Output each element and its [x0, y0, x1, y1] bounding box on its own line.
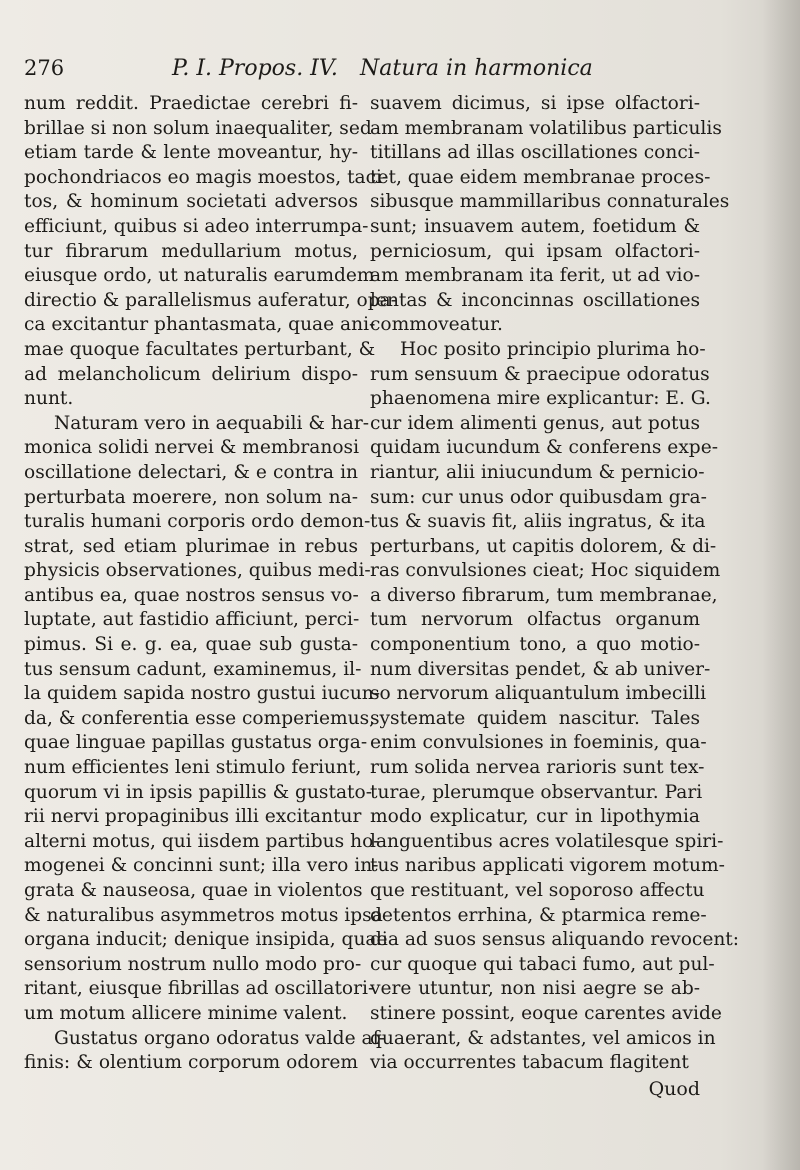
- text-line: que restituant, vel soporoso affectu: [370, 880, 705, 901]
- text-line: da, & conferentia esse comperiemus,: [24, 707, 376, 729]
- text-line: rii nervi propaginibus illi excitantur: [24, 806, 362, 828]
- text-line: Gustatus organo odoratus valde af-: [54, 1027, 386, 1049]
- text-line: etiam tarde & lente moveantur, hy-: [24, 142, 358, 164]
- text-line: mogenei & concinni sunt; illa vero in-: [24, 855, 379, 877]
- text-line: nunt.: [24, 388, 74, 410]
- text-line: ras convulsiones cieat; Hoc siquidem: [370, 560, 721, 582]
- text-line: la quidem sapida nostro gustui iucun-: [24, 683, 381, 705]
- text-line: perniciosum, qui ipsam olfactori-: [370, 240, 700, 262]
- text-line: stinere possint, eoque carentes avide: [370, 1002, 722, 1024]
- text-line: systemate quidem nascitur. Tales: [370, 707, 700, 729]
- text-line: tum nervorum olfactus organum: [370, 609, 700, 631]
- text-line: grata & nauseosa, quae in violentos: [24, 880, 363, 901]
- text-line: directio & parallelismus auferatur, opa-: [24, 289, 397, 311]
- text-line: rum sensuum & praecipue odoratus: [370, 363, 710, 385]
- catchword: Quod: [648, 1078, 700, 1100]
- text-line: eiusque ordo, ut naturalis earumdem: [24, 265, 375, 287]
- text-line: tur fibrarum medullarium motus,: [24, 240, 358, 262]
- text-line: quidam iucundum & conferens expe-: [370, 437, 718, 459]
- text-line: ritant, eiusque fibrillas ad oscillatori-: [24, 978, 375, 1000]
- page-edge-shadow: [762, 0, 800, 1170]
- text-line: mae quoque facultates perturbant, &: [24, 338, 376, 360]
- text-line: via occurrentes tabacum flagitent: [370, 1052, 689, 1074]
- text-line: Naturam vero in aequabili & har-: [54, 412, 370, 434]
- text-line: tus naribus applicati vigorem motum-: [370, 855, 725, 877]
- text-line: Hoc posito principio plurima ho-: [400, 338, 706, 360]
- running-head-left: P. I. Propos. IV.: [172, 56, 338, 81]
- text-line: modo explicatur, cur in lipothymia: [370, 806, 700, 828]
- text-line: quorum vi in ipsis papillis & gustato-: [24, 781, 372, 803]
- text-line: sensorium nostrum nullo modo pro-: [24, 953, 362, 975]
- text-line: detentos errhina, & ptarmica reme-: [370, 904, 707, 926]
- text-line: commoveatur.: [370, 314, 503, 336]
- text-line: efficiunt, quibus si adeo interrumpa-: [24, 215, 369, 237]
- text-line: tus sensum cadunt, examinemus, il-: [24, 658, 362, 680]
- page-number: 276: [24, 56, 65, 80]
- text-line: pimus. Si e. g. ea, quae sub gusta-: [24, 634, 358, 656]
- text-line: brillae si non solum inaequaliter, sed: [24, 117, 372, 139]
- text-line: lentas & inconcinnas oscillationes: [370, 289, 700, 311]
- text-line: finis: & olentium corporum odorem: [24, 1052, 358, 1074]
- text-line: oscillatione delectari, & e contra in: [24, 461, 358, 483]
- text-line: so nervorum aliquantulum imbecilli: [370, 683, 707, 705]
- text-line: enim convulsiones in foeminis, qua-: [370, 732, 707, 754]
- text-line: titillans ad illas oscillationes conci-: [370, 142, 700, 164]
- right-text-column: [370, 92, 740, 1076]
- text-line: sibusque mammillaribus connaturales: [370, 191, 730, 213]
- text-line: turae, plerumque observantur. Pari: [370, 781, 703, 803]
- text-line: sunt; insuavem autem, foetidum &: [370, 215, 700, 237]
- running-head-right: Natura in harmonica: [360, 56, 593, 81]
- text-line: luptate, aut fastidio afficiunt, perci-: [24, 609, 360, 631]
- text-line: um motum allicere minime valent.: [24, 1002, 348, 1024]
- text-line: cur idem alimenti genus, aut potus: [370, 412, 700, 434]
- text-line: num efficientes leni stimulo feriunt,: [24, 757, 362, 779]
- text-line: componentium tono, a quo motio-: [370, 634, 700, 656]
- text-line: ad melancholicum delirium dispo-: [24, 363, 358, 385]
- running-header: [24, 56, 704, 88]
- text-line: organa inducit; denique insipida, quae: [24, 929, 388, 951]
- text-line: turalis humani corporis ordo demon-: [24, 511, 371, 533]
- text-line: pochondriacos eo magis moestos, taci-: [24, 166, 389, 188]
- text-line: cur quoque qui tabaci fumo, aut pul-: [370, 953, 715, 975]
- text-line: tos, & hominum societati adversos: [24, 191, 358, 213]
- text-line: sum: cur unus odor quibusdam gra-: [370, 486, 707, 508]
- text-line: antibus ea, quae nostros sensus vo-: [24, 584, 359, 606]
- text-line: & naturalibus asymmetros motus ipsa: [24, 904, 383, 926]
- text-line: am membranam ita ferit, ut ad vio-: [370, 265, 700, 287]
- text-line: strat, sed etiam plurimae in rebus: [24, 535, 358, 557]
- text-line: monica solidi nervei & membranosi: [24, 437, 360, 459]
- text-line: dia ad suos sensus aliquando revocent:: [370, 929, 740, 951]
- text-line: am membranam volatilibus particulis: [370, 117, 722, 139]
- text-line: quae linguae papillas gustatus orga-: [24, 732, 368, 754]
- text-line: perturbata moerere, non solum na-: [24, 486, 358, 508]
- text-line: num reddit. Praedictae cerebri fi-: [24, 93, 358, 114]
- text-line: rum solida nervea rarioris sunt tex-: [370, 757, 705, 779]
- text-line: perturbans, ut capitis dolorem, & di-: [370, 535, 717, 557]
- text-line: languentibus acres volatilesque spiri-: [370, 830, 724, 852]
- text-line: riantur, alii iniucundum & pernicio-: [370, 461, 705, 483]
- text-line: num diversitas pendet, & ab univer-: [370, 658, 711, 680]
- text-line: quaerant, & adstantes, vel amicos in: [370, 1027, 716, 1049]
- text-line: a diverso fibrarum, tum membranae,: [370, 584, 718, 606]
- text-line: suavem dicimus, si ipse olfactori-: [370, 93, 700, 114]
- left-text-column: [24, 92, 397, 1076]
- text-line: ca excitantur phantasmata, quae ani-: [24, 314, 376, 336]
- text-line: phaenomena mire explicantur: E. G.: [370, 388, 711, 410]
- text-line: vere utuntur, non nisi aegre se ab-: [370, 978, 700, 1000]
- text-line: alterni motus, qui iisdem partibus ho-: [24, 830, 380, 852]
- text-line: tet, quae eidem membranae proces-: [370, 166, 711, 188]
- text-line: tus & suavis fit, aliis ingratus, & ita: [370, 511, 706, 533]
- text-line: physicis observationes, quibus medi-: [24, 560, 371, 582]
